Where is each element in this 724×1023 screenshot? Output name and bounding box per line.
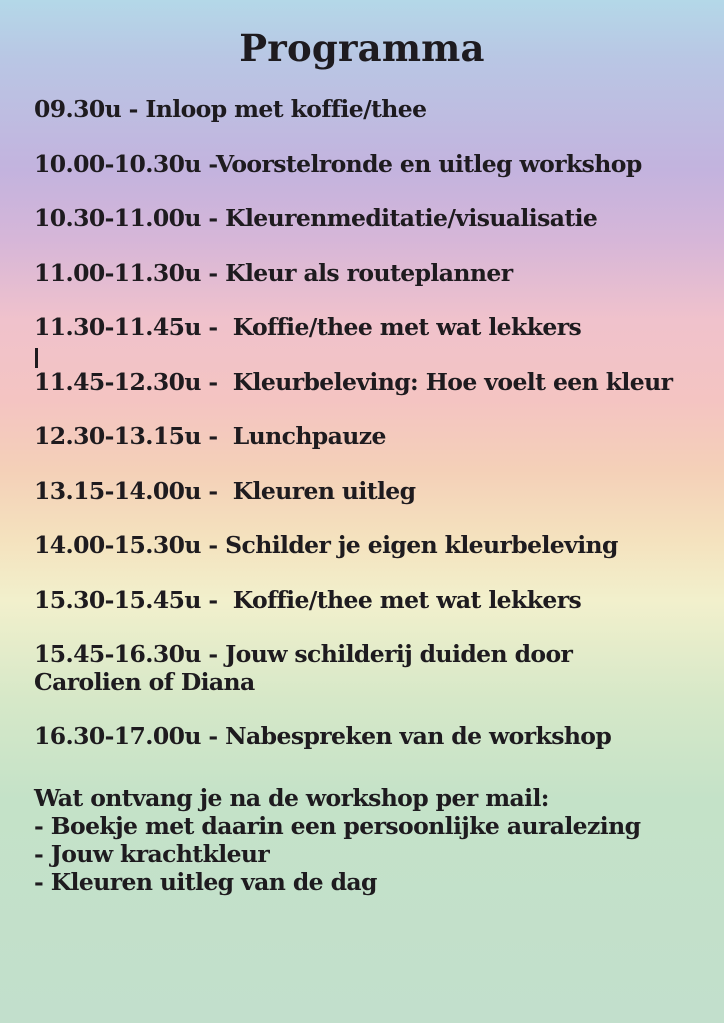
program-item: 11.45-12.30u - Kleurbeleving: Hoe voelt een kleur [34, 367, 673, 396]
mail-heading: Wat ontvang je na de workshop per mail: [34, 784, 549, 812]
program-item: 14.00-15.30u - Schilder je eigen kleurbeleving [34, 531, 618, 559]
program-item: 11.00-11.30u - Kleur als routeplanner [34, 258, 513, 287]
program-list [34, 95, 714, 777]
program-item: 16.30-17.00u - Nabespreken van de workshop [34, 722, 612, 750]
program-item: 10.30-11.00u - Kleurenmeditatie/visualisatie [34, 204, 598, 232]
program-item: 12.30-13.15u - Lunchpauze [34, 422, 386, 450]
program-item: 10.00-10.30u -Voorstelronde en uitleg workshop [34, 149, 642, 178]
mail-list-item: - Jouw krachtkleur [34, 840, 270, 868]
mail-list [34, 812, 714, 896]
mail-list-item: - Kleuren uitleg van de dag [34, 868, 377, 896]
program-item: 11.30-11.45u - Koffie/thee met wat lekkers [34, 313, 582, 341]
mail-list-item: - Boekje met daarin een persoonlijke auralezing [34, 812, 641, 840]
program-item: 09.30u - Inloop met koffie/thee [34, 95, 427, 123]
text-cursor [35, 348, 38, 368]
mail-section [34, 784, 714, 896]
program-item: 15.45-16.30u - Jouw schilderij duiden door Carolien of Diana [34, 640, 573, 696]
program-item: 13.15-14.00u - Kleuren uitleg [34, 476, 416, 505]
program-item: 15.30-15.45u - Koffie/thee met wat lekkers [34, 585, 582, 614]
page-title: Programma [239, 26, 485, 70]
